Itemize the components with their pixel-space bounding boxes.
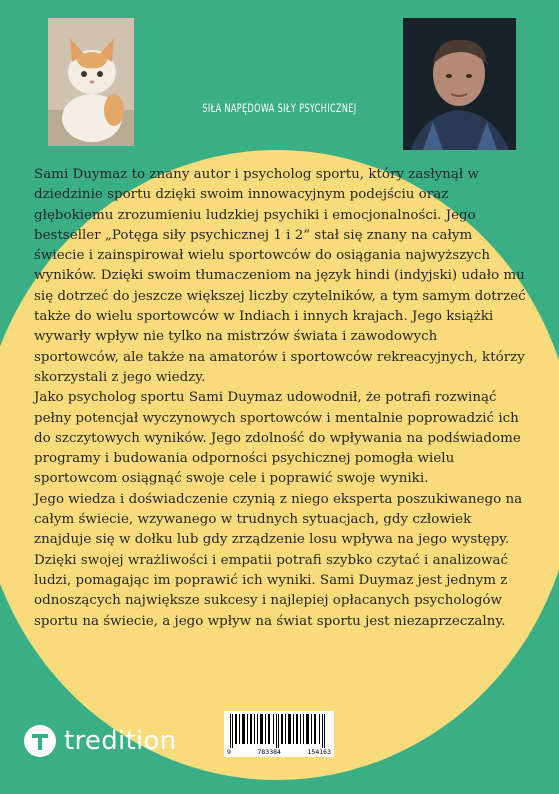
barcode-number xyxy=(224,748,334,756)
barcode-group-2: 154163 xyxy=(307,748,331,756)
isbn-barcode xyxy=(224,711,334,757)
paragraph: Jako psycholog sportu Sami Duymaz udowodnił, że potrafi rozwinąć pełny potencjał wyczynowych sportowców i mentalnie poprowadzić ich do szczytowych wyników. Jego zdolność do wpływania na podświadome programy i budowania odporności psychicznej pomogła wielu sportowcom osiągnąć swoje cele i poprawić swoje wyniki. xyxy=(34,390,521,487)
paragraph: Jego wiedza i doświadczenie czynią z niego eksperta poszukiwanego na całym świecie, wzywanego w trudnych sytuacjach, gdy człowiek znajduje się w dołku lub gdy zrządzenie losu wpływa na jego występy. xyxy=(34,491,523,548)
series-title: SIŁA NAPĘDOWA SIŁY PSYCHICZNEJ xyxy=(202,101,357,115)
paragraph: Sami Duymaz to znany autor i psycholog sportu, który zasłynął w dziedzinie sportu dzięki swoim innowacyjnym podejściu oraz głębokiemu zrozumieniu ludzkiej psychiki i emocjonalności. Jego bestseller „Potęga siły psychicznej 1 i 2” stał się znany na całym świecie i zainspirował wielu sportowców do osiągania najwyższych wyników. Dzięki swoim tłumaczeniom na język hindi (indyjski) udało mu się dotrzeć do jeszcze większej liczby czytelników, a tym samym dotrzeć także do wielu sportowców w Indiach i innych krajach. Jego książki wywarły wpływ nie tylko na mistrzów świata i zawodowych sportowców, ale także na amatorów i sportowców rekreacyjnych, którzy skorzystali z jego wiedzy. xyxy=(34,167,526,385)
publisher-name: tredition xyxy=(64,726,177,756)
barcode-digit-first: 9 xyxy=(227,748,231,756)
cat-image xyxy=(48,18,134,146)
paragraph: Dzięki swojej wrażliwości i empatii potrafi szybko czytać i analizować ludzi, pomagając im poprawić ich wyniki. Sami Duymaz jest jednym z odnoszących największe sukcesy i najlepiej opłacanych psychologów sportu na świecie, a jego wpływ na świat sportu jest niezaprzeczalny. xyxy=(34,552,509,629)
tredition-logo-icon xyxy=(24,725,56,757)
barcode-bars xyxy=(224,711,334,749)
author-image xyxy=(403,18,516,150)
back-cover-text xyxy=(34,165,526,632)
publisher-logo xyxy=(24,725,177,757)
barcode-group-1: 783384 xyxy=(257,748,281,756)
author-photo xyxy=(403,18,516,150)
cat-photo xyxy=(48,18,134,146)
